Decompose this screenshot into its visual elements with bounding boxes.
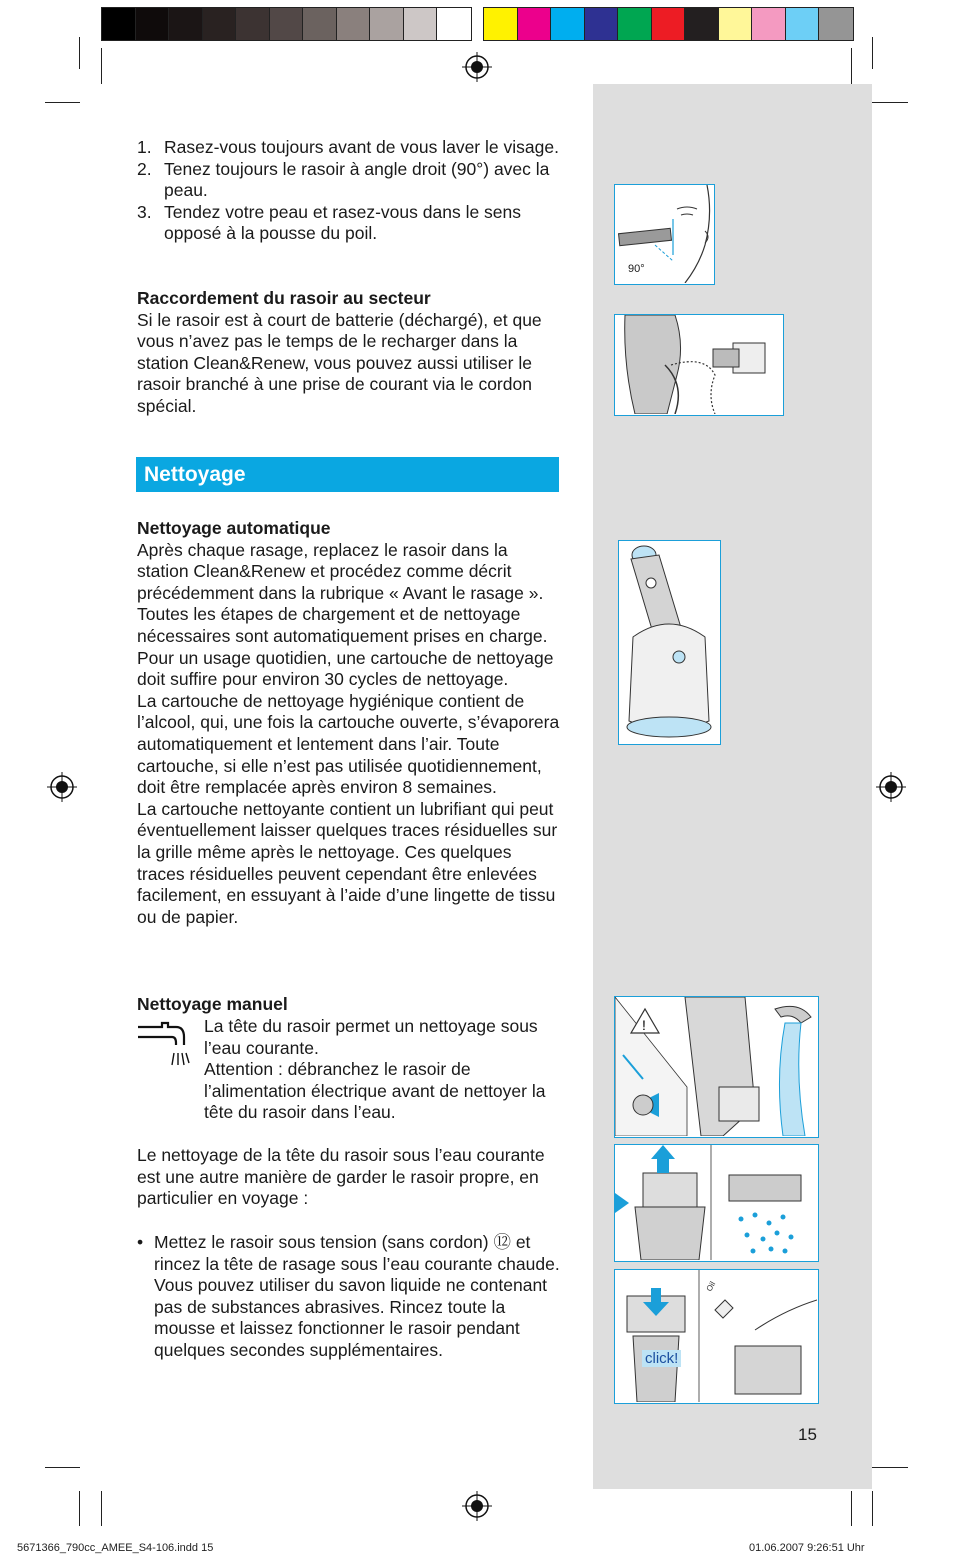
rinsing-illustration: [615, 997, 817, 1136]
registration-mark-icon: [47, 772, 77, 802]
footer-timestamp: 01.06.2007 9:26:51 Uhr: [749, 1542, 865, 1554]
manual-clean-heading: Nettoyage manuel: [137, 994, 288, 1014]
registration-mark-icon: [462, 52, 492, 82]
color-swatch: [786, 8, 820, 40]
color-swatch: [404, 8, 438, 40]
manual-clean-warning: Attention : débranchez le rasoir de l’alimentation électrique avant de nettoyer la tête du rasoir dans l’eau.: [204, 1059, 546, 1123]
color-swatch: [752, 8, 786, 40]
process-color-bar: [483, 7, 854, 41]
list-item: 2. Tenez toujours le rasoir à angle droit (90°) avec la peau.: [137, 158, 550, 201]
crop-mark: [872, 1467, 908, 1468]
color-swatch: [270, 8, 304, 40]
color-swatch: [370, 8, 404, 40]
color-swatch: [102, 8, 136, 40]
footer-file: 5671366_790cc_AMEE_S4-106.indd 15: [17, 1542, 214, 1554]
page-number: 15: [798, 1425, 817, 1444]
figure-rinsing: [614, 996, 819, 1138]
svg-text:!: !: [642, 1017, 646, 1033]
color-swatch: [337, 8, 371, 40]
manual-clean-paragraph: La tête du rasoir permet un nettoyage sous l’eau courante.: [204, 1016, 538, 1058]
shaver-cord-illustration: [615, 315, 782, 414]
color-swatch: [518, 8, 552, 40]
color-swatch: [169, 8, 203, 40]
faucet-icon: [136, 1019, 190, 1069]
color-swatch: [652, 8, 686, 40]
auto-clean-heading: Nettoyage automatique: [137, 518, 331, 538]
mains-section: [137, 288, 561, 418]
gray-color-bar: [101, 7, 472, 41]
crop-mark: [851, 48, 852, 84]
remove-head-illustration: [615, 1145, 817, 1260]
auto-clean-paragraph: La cartouche de nettoyage hygiénique contient de l’alcool, qui, une fois la cartouche ouverte, s’évaporera automatiquement et lentement dans l’air. Toute cartouche, si elle n’est pas utilisée quotidiennement, doit être remplacée après environ 8 semaines.: [137, 690, 560, 798]
color-swatch: [685, 8, 719, 40]
color-swatch: [484, 8, 518, 40]
crop-mark: [101, 1491, 102, 1526]
figure-shaving-angle: [614, 184, 715, 285]
bullet-text: Mettez le rasoir sous tension (sans cordon) ⑫ et rincez la tête de rasage sous l’eau courante chaude. Vous pouvez utiliser du savon liquide ne contenant pas de substances abrasives. Rincez toute la mousse et laissez fonctionner le rasoir pendant quelques secondes supplémentaires.: [154, 1232, 560, 1360]
manual-clean-intro: [204, 1016, 560, 1124]
crop-mark: [872, 102, 908, 103]
auto-clean-paragraph: Après chaque rasage, replacez le rasoir dans la station Clean&Renew et procédez comme décrit précédemment dans la rubrique « Avant le rasage ». Toutes les étapes de chargement et de nettoyage nécessaires sont automatiquement prises en charge. Pour un usage quotidien, une cartouche de nettoyage doit suffire pour environ 30 cycles de nettoyage.: [137, 539, 554, 690]
manual-clean-bullet: [137, 1232, 561, 1362]
color-swatch: [236, 8, 270, 40]
crop-mark: [79, 37, 80, 69]
figure-clean-station: [618, 540, 721, 745]
click-label: click!: [642, 1350, 681, 1367]
figure-remove-head: [614, 1144, 819, 1262]
crop-mark: [872, 1491, 873, 1526]
figure-power-cord: [614, 314, 784, 416]
crop-mark: [45, 102, 80, 103]
auto-clean-paragraph: La cartouche nettoyante contient un lubrifiant qui peut éventuellement laisser quelques traces résiduelles sur la grille même après le nettoyage. Ces quelques traces résiduelles peuvent cependant être enlevées facilement, en essuyant à l’aide d’une lingette de tissu ou de papier.: [137, 798, 558, 927]
registration-mark-icon: [876, 772, 906, 802]
reattach-oil-illustration: [615, 1270, 817, 1402]
color-swatch: [618, 8, 652, 40]
list-item: 1. Rasez-vous toujours avant de vous laver le visage.: [137, 137, 559, 157]
crop-mark: [79, 1491, 80, 1526]
mains-body: Si le rasoir est à court de batterie (déchargé), et que vous n’avez pas le temps de le recharger dans la station Clean&Renew, vous pouvez aussi utiliser le rasoir branché à une prise de courant via le cordon spécial.: [137, 309, 542, 416]
oil-label: Oil: [704, 1280, 718, 1293]
list-item: 3. Tendez votre peau et rasez-vous dans le sens opposé à la pousse du poil.: [137, 201, 522, 244]
color-swatch: [585, 8, 619, 40]
color-swatch: [819, 8, 853, 40]
section-title: Nettoyage: [136, 457, 559, 492]
crop-mark: [101, 48, 102, 84]
color-swatch: [719, 8, 753, 40]
crop-mark: [45, 1467, 80, 1468]
color-swatch: [437, 8, 471, 40]
crop-mark: [851, 1491, 852, 1526]
bullet-marker: •: [137, 1232, 144, 1252]
color-swatch: [203, 8, 237, 40]
mains-heading: Raccordement du rasoir au secteur: [137, 288, 431, 308]
color-swatch: [551, 8, 585, 40]
color-swatch: [136, 8, 170, 40]
angle-label: 90°: [628, 263, 645, 275]
manual-clean-travel: Le nettoyage de la tête du rasoir sous l’eau courante est une autre manière de garder le rasoir propre, en particulier en voyage :: [137, 1145, 545, 1209]
shaving-tips-list: [137, 137, 561, 245]
color-swatch: [303, 8, 337, 40]
registration-mark-icon: [462, 1491, 492, 1521]
auto-clean-section: [137, 518, 561, 928]
crop-mark: [872, 37, 873, 69]
figure-reattach-oil: [614, 1269, 819, 1404]
clean-station-illustration: [619, 541, 719, 743]
